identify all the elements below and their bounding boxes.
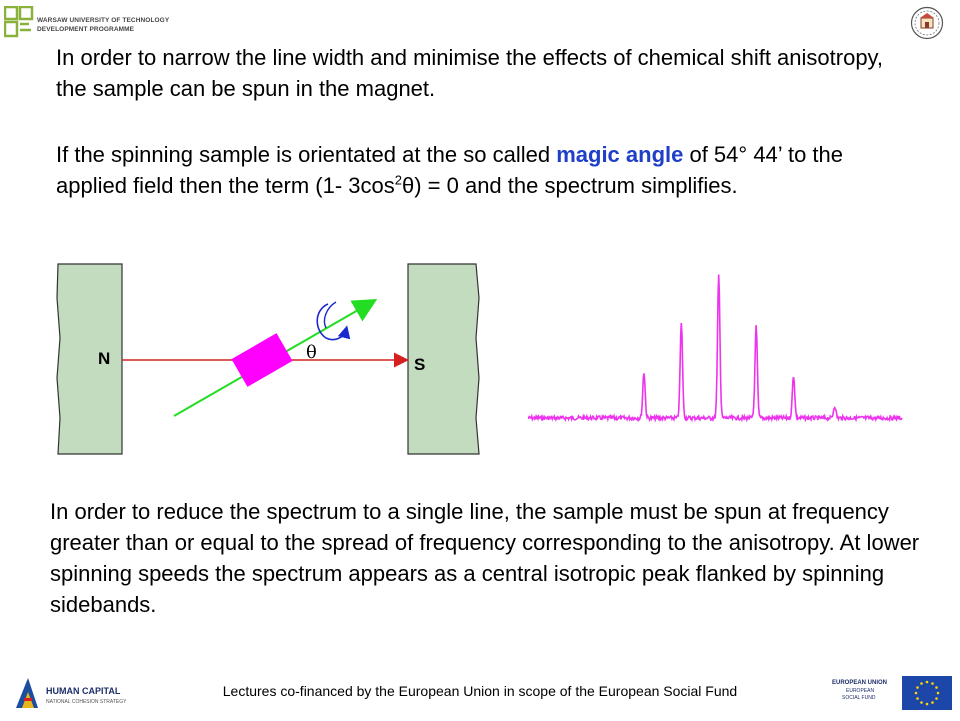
eu-star xyxy=(916,686,919,689)
eu-social-fund-logo xyxy=(828,672,956,716)
text-segment: θ) = 0 and the spectrum simplifies. xyxy=(401,173,738,198)
theta-label: θ xyxy=(306,342,317,363)
eu-title: EUROPEAN UNION xyxy=(832,680,888,686)
university-emblem-icon xyxy=(910,6,944,40)
eu-star xyxy=(920,701,923,704)
eu-star xyxy=(931,701,934,704)
text-segment: If the spinning sample is orientated at the so called xyxy=(56,142,557,167)
eu-star xyxy=(926,681,929,684)
eu-sub2: SOCIAL FUND xyxy=(842,695,876,701)
human-capital-logo xyxy=(12,672,162,712)
spectrum-trace xyxy=(528,275,902,421)
north-pole xyxy=(57,264,122,454)
text-segment: of 54° 44’ to the applied field then the term (1- 3cos xyxy=(56,142,844,198)
university-mark-icon xyxy=(4,6,34,38)
magic-angle-spinning-diagram xyxy=(56,258,486,458)
magic-angle-paragraph xyxy=(56,139,916,201)
sample-rotor xyxy=(231,333,292,387)
footer-cofinancing-note: Lectures co-financed by the European Union in scope of the European Social Fund xyxy=(222,683,738,699)
eu-flag-icon xyxy=(828,672,956,716)
university-name: WARSAW UNIVERSITY OF TECHNOLOGY xyxy=(37,17,170,24)
intro-paragraph: In order to narrow the line width and minimise the effects of chemical shift anisotropy, the sample can be spun in the magnet. xyxy=(56,45,884,101)
eu-star xyxy=(920,682,923,685)
eu-sub1: EUROPEAN xyxy=(846,688,875,694)
eu-star xyxy=(935,686,938,689)
nmr-spectrum-plot xyxy=(520,258,910,438)
human-capital-subtitle: NATIONAL COHESION STRATEGY xyxy=(46,699,127,705)
university-logo xyxy=(4,4,174,44)
south-pole-label: S xyxy=(414,355,426,374)
human-capital-title: HUMAN CAPITAL xyxy=(46,686,121,696)
north-pole-label: N xyxy=(98,349,111,368)
sidebands-paragraph: In order to reduce the spectrum to a single line, the sample must be spun at frequency greater than or equal to the spread of frequency corresponding to the anisotropy. At lower spinning speeds the spectrum appears as a central isotropic peak flanked by spinning sidebands. xyxy=(50,499,920,617)
rotation-arrow xyxy=(317,304,346,340)
eu-star xyxy=(916,697,919,700)
programme-name: DEVELOPMENT PROGRAMME xyxy=(37,26,135,33)
eu-star xyxy=(935,697,938,700)
magic-angle-term: magic angle xyxy=(556,142,684,167)
eu-star xyxy=(926,703,929,706)
human-capital-icon xyxy=(12,672,162,712)
eu-star xyxy=(931,682,934,685)
superscript: 2 xyxy=(394,172,402,188)
eu-star xyxy=(915,692,918,695)
eu-star xyxy=(937,692,940,695)
